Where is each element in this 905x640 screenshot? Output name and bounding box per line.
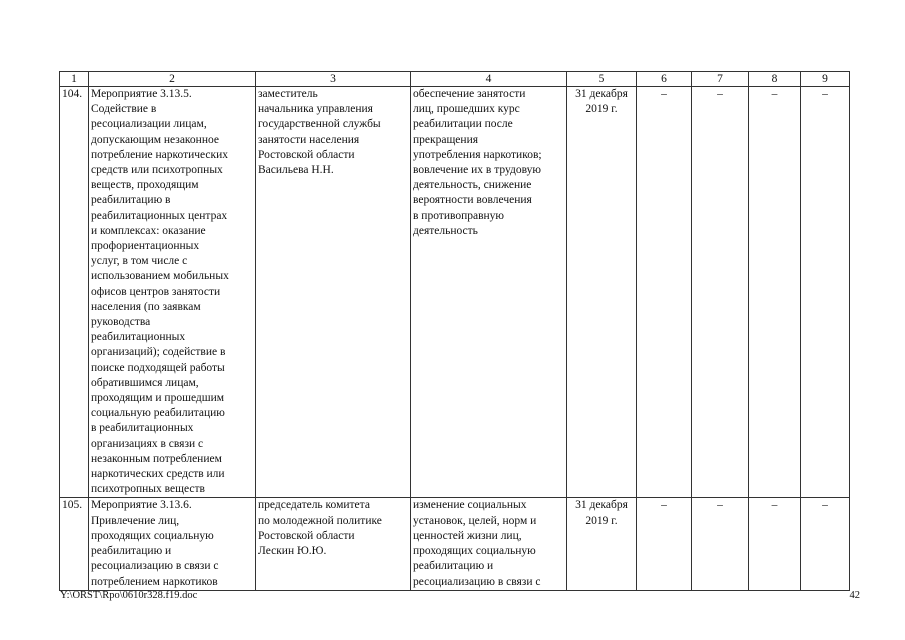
header-col-4: 4	[411, 72, 567, 87]
result-cell-line: лиц, прошедших курс	[413, 103, 520, 116]
responsible-cell-line: по молодежной политике	[258, 514, 382, 527]
measure-cell-line: проходящим и прошедшим	[91, 392, 225, 405]
measure-cell-line: допускающим незаконное	[91, 133, 219, 146]
result-cell-line: деятельность, снижение	[413, 179, 532, 192]
measure-cell-line: реабилитацию и	[91, 545, 172, 558]
responsible-cell-line: Лескин Ю.Ю.	[258, 545, 327, 558]
result-cell-line: изменение социальных	[413, 499, 527, 512]
header-col-9: 9	[801, 72, 850, 87]
result-cell-line: вероятности вовлечения	[413, 194, 532, 207]
measure-cell-line: Мероприятие 3.13.5.	[91, 88, 192, 100]
col9-cell: –	[801, 498, 850, 590]
measure-cell-line: веществ, проходящим	[91, 179, 199, 192]
deadline-cell-line: 2019 г.	[585, 514, 618, 527]
responsible-cell-line: Васильева Н.Н.	[258, 164, 334, 177]
measure-cell-line: профориентационных	[91, 240, 200, 253]
row-number: 104.	[60, 87, 89, 498]
deadline-cell	[567, 87, 637, 498]
deadline-cell-line: 31 декабря	[575, 499, 628, 512]
measure-cell-line: ресоциализацию в связи с	[91, 560, 219, 573]
result-cell-line: реабилитацию и	[413, 560, 494, 573]
measure-cell-line: средств или психотропных	[91, 164, 223, 177]
responsible-cell-line: Ростовской области	[258, 529, 355, 542]
plan-table	[59, 71, 850, 591]
result-cell	[411, 498, 567, 590]
measure-cell-line: реабилитационных центрах	[91, 209, 228, 222]
measure-cell-line: организаций); содействие в	[91, 346, 226, 359]
measure-cell-line: Содействие в	[91, 103, 157, 116]
header-col-1: 1	[60, 72, 89, 87]
measure-cell-line: проходящих социальную	[91, 529, 214, 542]
measure-cell-line: в реабилитационных	[91, 422, 194, 435]
deadline-cell-line: 31 декабря	[575, 88, 628, 100]
measure-cell-line: потреблением наркотиков	[91, 575, 218, 588]
measure-cell	[89, 87, 256, 498]
result-cell	[411, 87, 567, 498]
measure-cell-line: услуг, в том числе с	[91, 255, 188, 268]
col8-cell: –	[749, 87, 801, 498]
measure-cell-line: незаконным потреблением	[91, 452, 222, 465]
responsible-cell-line: начальника управления	[258, 103, 373, 116]
result-cell-line: ценностей жизни лиц,	[413, 529, 522, 542]
col8-cell: –	[749, 498, 801, 590]
header-col-7: 7	[692, 72, 749, 87]
measure-cell-line: поиске подходящей работы	[91, 361, 225, 374]
responsible-cell	[256, 87, 411, 498]
result-cell-line: прекращения	[413, 133, 479, 146]
measure-cell-line: Мероприятие 3.13.6.	[91, 499, 192, 512]
responsible-cell-line: заместитель	[258, 88, 318, 100]
responsible-cell-line: государственной службы	[258, 118, 381, 131]
measure-cell-line: социальную реабилитацию	[91, 407, 225, 420]
result-cell-line: реабилитации после	[413, 118, 513, 131]
deadline-cell-line: 2019 г.	[585, 103, 618, 116]
col7-cell: –	[692, 87, 749, 498]
measure-cell-line: Привлечение лиц,	[91, 514, 180, 527]
measure-cell-line: наркотических средств или	[91, 468, 225, 481]
measure-cell-line: руководства	[91, 316, 151, 329]
measure-cell-line: реабилитацию в	[91, 194, 171, 207]
header-row	[60, 72, 850, 87]
header-col-3: 3	[256, 72, 411, 87]
row-number: 105.	[60, 498, 89, 590]
col6-cell: –	[637, 498, 692, 590]
result-cell-line: употребления наркотиков;	[413, 148, 542, 161]
header-col-8: 8	[749, 72, 801, 87]
responsible-cell	[256, 498, 411, 590]
responsible-cell-line: занятости населения	[258, 133, 360, 146]
col6-cell: –	[637, 87, 692, 498]
result-cell-line: установок, целей, норм и	[413, 514, 537, 527]
result-cell-line: вовлечение их в трудовую	[413, 164, 541, 177]
responsible-cell-line: Ростовской области	[258, 148, 355, 161]
header-col-2: 2	[89, 72, 256, 87]
measure-cell-line: и комплексах: оказание	[91, 224, 206, 237]
measure-cell-line: потребление наркотических	[91, 148, 229, 161]
measure-cell-line: обратившимся лицам,	[91, 376, 199, 389]
measure-cell	[89, 498, 256, 590]
file-path: Y:\ORST\Rpo\0610r328.f19.doc	[60, 590, 198, 601]
page-number: 42	[849, 590, 860, 601]
header-col-6: 6	[637, 72, 692, 87]
table-row	[60, 498, 850, 590]
col7-cell: –	[692, 498, 749, 590]
measure-cell-line: реабилитационных	[91, 331, 186, 344]
result-cell-line: ресоциализацию в связи с	[413, 575, 541, 588]
measure-cell-line: психотропных веществ	[91, 483, 205, 496]
header-col-5: 5	[567, 72, 637, 87]
result-cell-line: в противоправную	[413, 209, 505, 222]
result-cell-line: деятельность	[413, 224, 478, 237]
measure-cell-line: ресоциализации лицам,	[91, 118, 207, 131]
measure-cell-line: населения (по заявкам	[91, 300, 201, 313]
deadline-cell	[567, 498, 637, 590]
result-cell-line: проходящих социальную	[413, 545, 536, 558]
result-cell-line: обеспечение занятости	[413, 88, 526, 100]
col9-cell: –	[801, 87, 850, 498]
measure-cell-line: офисов центров занятости	[91, 285, 221, 298]
responsible-cell-line: председатель комитета	[258, 499, 370, 512]
table-row	[60, 87, 850, 498]
measure-cell-line: использованием мобильных	[91, 270, 229, 283]
measure-cell-line: организациях в связи с	[91, 437, 204, 450]
